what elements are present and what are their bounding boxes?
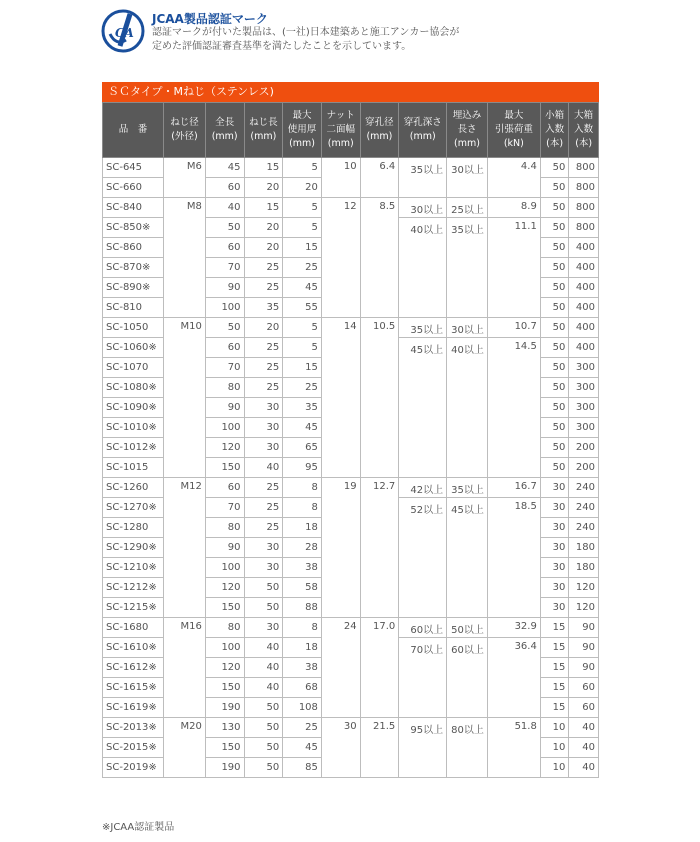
large-box-qty-cell: 90 [569,658,599,678]
column-header-line: 品 番 [118,124,148,135]
hole-depth-cell: 30以上 [399,198,447,218]
embed-length-cell: 30以上 [447,158,488,198]
total-length-cell: 130 [205,718,244,738]
total-length-cell: 120 [205,578,244,598]
small-box-qty-cell: 50 [540,298,569,318]
thread-length-cell: 25 [244,498,283,518]
large-box-qty-cell: 60 [569,698,599,718]
total-length-cell: 60 [205,238,244,258]
total-length-cell: 60 [205,178,244,198]
column-header-line: ねじ長 [249,117,278,128]
large-box-qty-cell: 240 [569,518,599,538]
total-length-cell: 60 [205,338,244,358]
max-thickness-cell: 8 [283,478,322,498]
thread-length-cell: 30 [244,418,283,438]
small-box-qty-cell: 50 [540,398,569,418]
column-header-line: 使用厚 [287,124,317,135]
nut-width-cell: 14 [321,318,360,478]
total-length-cell: 150 [205,458,244,478]
max-thickness-cell: 38 [283,558,322,578]
max-thickness-cell: 58 [283,578,322,598]
large-box-qty-cell: 300 [569,358,599,378]
max-load-cell: 36.4 [487,638,540,718]
product-code-cell: SC-1070 [103,358,164,378]
hole-diameter-cell: 17.0 [360,618,399,718]
small-box-qty-cell: 50 [540,438,569,458]
product-code-cell: SC-870※ [103,258,164,278]
thread-length-cell: 25 [244,378,283,398]
hole-depth-cell: 52以上 [399,498,447,618]
large-box-qty-cell: 800 [569,158,599,178]
max-load-cell: 14.5 [487,338,540,478]
max-thickness-cell: 18 [283,518,322,538]
large-box-qty-cell: 180 [569,538,599,558]
product-code-cell: SC-1060※ [103,338,164,358]
thread-length-cell: 50 [244,698,283,718]
product-code-cell: SC-810 [103,298,164,318]
column-header [283,103,322,158]
hole-depth-cell: 60以上 [399,618,447,638]
table-row [103,158,599,178]
total-length-cell: 150 [205,678,244,698]
product-spec-table [102,102,599,778]
hole-diameter-cell: 12.7 [360,478,399,618]
total-length-cell: 90 [205,398,244,418]
large-box-qty-cell: 400 [569,318,599,338]
product-code-cell: SC-1680 [103,618,164,638]
column-header-line: 最大 [292,110,312,121]
max-thickness-cell: 20 [283,178,322,198]
max-load-cell: 32.9 [487,618,540,638]
column-header-line: 埋込み [452,110,482,121]
total-length-cell: 120 [205,438,244,458]
product-code-cell: SC-1612※ [103,658,164,678]
thread-length-cell: 50 [244,578,283,598]
max-thickness-cell: 68 [283,678,322,698]
column-header-line: (mm) [289,138,316,149]
max-load-cell: 51.8 [487,718,540,778]
column-header-line: (mm) [454,138,480,149]
column-header-line: 引張荷重 [494,124,533,135]
thread-length-cell: 25 [244,258,283,278]
max-thickness-cell: 15 [283,238,322,258]
small-box-qty-cell: 50 [540,258,569,278]
total-length-cell: 45 [205,158,244,178]
max-thickness-cell: 38 [283,658,322,678]
thread-length-cell: 50 [244,718,283,738]
total-length-cell: 100 [205,638,244,658]
large-box-qty-cell: 240 [569,478,599,498]
total-length-cell: 100 [205,418,244,438]
column-header-line: 入数 [574,124,594,135]
small-box-qty-cell: 50 [540,358,569,378]
total-length-cell: 150 [205,598,244,618]
table-row [103,318,599,338]
column-header [447,103,488,158]
max-thickness-cell: 15 [283,358,322,378]
large-box-qty-cell: 400 [569,278,599,298]
column-header-line: 穿孔径 [365,117,394,128]
column-header-line: (mm) [211,131,238,142]
table-row [103,618,599,638]
large-box-qty-cell: 60 [569,678,599,698]
max-thickness-cell: 45 [283,278,322,298]
product-code-cell: SC-1210※ [103,558,164,578]
thread-length-cell: 35 [244,298,283,318]
small-box-qty-cell: 50 [540,418,569,438]
hole-depth-cell: 42以上 [399,478,447,498]
thread-length-cell: 40 [244,638,283,658]
hole-depth-cell: 35以上 [399,158,447,198]
hole-depth-cell: 35以上 [399,318,447,338]
certification-section [100,8,660,68]
max-thickness-cell: 5 [283,318,322,338]
table-row [103,478,599,498]
column-header-line: (kN) [503,138,524,149]
column-header-line: (mm) [327,138,354,149]
product-code-cell: SC-1615※ [103,678,164,698]
max-thickness-cell: 18 [283,638,322,658]
column-header [103,103,164,158]
thread-length-cell: 20 [244,318,283,338]
product-code-cell: SC-1280 [103,518,164,538]
product-code-cell: SC-890※ [103,278,164,298]
total-length-cell: 70 [205,358,244,378]
thread-size-cell: M12 [164,478,206,618]
column-header-line: 入数 [545,124,565,135]
column-header-line: ねじ径 [170,117,199,128]
embed-length-cell: 30以上 [447,318,488,338]
product-code-cell: SC-1080※ [103,378,164,398]
thread-size-cell: M16 [164,618,206,718]
column-header [487,103,540,158]
large-box-qty-cell: 40 [569,738,599,758]
thread-length-cell: 30 [244,558,283,578]
nut-width-cell: 30 [321,718,360,778]
small-box-qty-cell: 10 [540,738,569,758]
small-box-qty-cell: 15 [540,678,569,698]
column-header-line: 穿孔深さ [403,117,442,128]
thread-length-cell: 25 [244,478,283,498]
product-code-cell: SC-850※ [103,218,164,238]
thread-size-cell: M20 [164,718,206,778]
small-box-qty-cell: 10 [540,758,569,778]
product-code-cell: SC-2015※ [103,738,164,758]
total-length-cell: 120 [205,658,244,678]
certification-title: JCAA製品認証マーク [152,12,268,26]
thread-length-cell: 50 [244,598,283,618]
large-box-qty-cell: 240 [569,498,599,518]
product-code-cell: SC-660 [103,178,164,198]
product-code-cell: SC-1619※ [103,698,164,718]
max-thickness-cell: 95 [283,458,322,478]
thread-length-cell: 30 [244,398,283,418]
small-box-qty-cell: 50 [540,458,569,478]
thread-length-cell: 30 [244,618,283,638]
total-length-cell: 90 [205,278,244,298]
table-row [103,718,599,738]
small-box-qty-cell: 50 [540,278,569,298]
thread-length-cell: 40 [244,678,283,698]
small-box-qty-cell: 15 [540,638,569,658]
large-box-qty-cell: 40 [569,758,599,778]
max-thickness-cell: 45 [283,418,322,438]
embed-length-cell: 25以上 [447,198,488,218]
thread-length-cell: 40 [244,458,283,478]
small-box-qty-cell: 30 [540,518,569,538]
max-thickness-cell: 5 [283,198,322,218]
hole-diameter-cell: 6.4 [360,158,399,198]
column-header [569,103,599,158]
total-length-cell: 80 [205,378,244,398]
total-length-cell: 40 [205,198,244,218]
small-box-qty-cell: 30 [540,558,569,578]
product-code-cell: SC-1010※ [103,418,164,438]
product-code-cell: SC-1290※ [103,538,164,558]
max-load-cell: 11.1 [487,218,540,318]
certification-description [152,26,582,54]
embed-length-cell: 50以上 [447,618,488,638]
large-box-qty-cell: 120 [569,598,599,618]
column-header [205,103,244,158]
total-length-cell: 80 [205,618,244,638]
small-box-qty-cell: 50 [540,158,569,178]
large-box-qty-cell: 800 [569,178,599,198]
embed-length-cell: 35以上 [447,478,488,498]
jcaa-logo-icon [100,8,146,54]
large-box-qty-cell: 300 [569,378,599,398]
column-header-line: (mm) [250,131,277,142]
max-thickness-cell: 5 [283,158,322,178]
max-thickness-cell: 108 [283,698,322,718]
max-thickness-cell: 88 [283,598,322,618]
total-length-cell: 50 [205,318,244,338]
nut-width-cell: 19 [321,478,360,618]
product-type-banner: ＳＣタイプ・Mねじ（ステンレス) [102,82,599,102]
thread-length-cell: 30 [244,438,283,458]
thread-length-cell: 25 [244,518,283,538]
thread-length-cell: 50 [244,738,283,758]
table-row [103,198,599,218]
thread-length-cell: 40 [244,658,283,678]
total-length-cell: 60 [205,478,244,498]
thread-length-cell: 25 [244,358,283,378]
max-thickness-cell: 25 [283,258,322,278]
total-length-cell: 100 [205,558,244,578]
small-box-qty-cell: 50 [540,378,569,398]
column-header-line: 小箱 [545,110,565,121]
max-load-cell: 4.4 [487,158,540,198]
large-box-qty-cell: 200 [569,458,599,478]
total-length-cell: 70 [205,258,244,278]
max-thickness-cell: 85 [283,758,322,778]
small-box-qty-cell: 30 [540,478,569,498]
large-box-qty-cell: 400 [569,298,599,318]
table-header-row [103,103,599,158]
thread-size-cell: M8 [164,198,206,318]
small-box-qty-cell: 50 [540,218,569,238]
column-header-line: (mm) [409,131,436,142]
thread-length-cell: 20 [244,218,283,238]
hole-depth-cell: 40以上 [399,218,447,318]
embed-length-cell: 40以上 [447,338,488,478]
max-thickness-cell: 25 [283,378,322,398]
product-code-cell: SC-2013※ [103,718,164,738]
small-box-qty-cell: 15 [540,658,569,678]
hole-depth-cell: 45以上 [399,338,447,478]
total-length-cell: 80 [205,518,244,538]
max-load-cell: 8.9 [487,198,540,218]
thread-size-cell: M6 [164,158,206,198]
thread-size-cell: M10 [164,318,206,478]
large-box-qty-cell: 400 [569,338,599,358]
thread-length-cell: 50 [244,758,283,778]
large-box-qty-cell: 300 [569,398,599,418]
product-code-cell: SC-1610※ [103,638,164,658]
max-thickness-cell: 5 [283,218,322,238]
column-header-line: 全長 [215,117,235,128]
nut-width-cell: 12 [321,198,360,318]
max-thickness-cell: 65 [283,438,322,458]
large-box-qty-cell: 120 [569,578,599,598]
column-header-line: 大箱 [574,110,594,121]
max-thickness-cell: 55 [283,298,322,318]
svg-text:CA: CA [115,26,134,40]
large-box-qty-cell: 40 [569,718,599,738]
product-code-cell: SC-1212※ [103,578,164,598]
column-header-line: ナット [326,110,355,121]
small-box-qty-cell: 30 [540,538,569,558]
max-thickness-cell: 8 [283,498,322,518]
hole-depth-cell: 70以上 [399,638,447,718]
large-box-qty-cell: 180 [569,558,599,578]
small-box-qty-cell: 50 [540,238,569,258]
max-thickness-cell: 28 [283,538,322,558]
small-box-qty-cell: 50 [540,338,569,358]
large-box-qty-cell: 800 [569,218,599,238]
thread-length-cell: 15 [244,158,283,178]
column-header-line: (本) [546,138,564,149]
thread-length-cell: 25 [244,278,283,298]
large-box-qty-cell: 400 [569,238,599,258]
product-code-cell: SC-1090※ [103,398,164,418]
column-header [244,103,283,158]
max-load-cell: 10.7 [487,318,540,338]
hole-diameter-cell: 21.5 [360,718,399,778]
footnote: ※JCAA認証製品 [102,822,175,833]
total-length-cell: 90 [205,538,244,558]
thread-length-cell: 25 [244,338,283,358]
large-box-qty-cell: 90 [569,638,599,658]
product-code-cell: SC-1215※ [103,598,164,618]
large-box-qty-cell: 300 [569,418,599,438]
embed-length-cell: 60以上 [447,638,488,718]
small-box-qty-cell: 50 [540,198,569,218]
max-thickness-cell: 45 [283,738,322,758]
column-header-line: 二面幅 [326,124,355,135]
column-header-line: (本) [575,138,593,149]
embed-length-cell: 80以上 [447,718,488,778]
small-box-qty-cell: 15 [540,618,569,638]
column-header-line: (外径) [171,131,198,142]
column-header [321,103,360,158]
total-length-cell: 100 [205,298,244,318]
hole-diameter-cell: 10.5 [360,318,399,478]
thread-length-cell: 20 [244,238,283,258]
product-code-cell: SC-2019※ [103,758,164,778]
total-length-cell: 70 [205,498,244,518]
thread-length-cell: 15 [244,198,283,218]
max-thickness-cell: 25 [283,718,322,738]
product-code-cell: SC-1015 [103,458,164,478]
column-header [399,103,447,158]
thread-length-cell: 30 [244,538,283,558]
small-box-qty-cell: 50 [540,318,569,338]
column-header [540,103,569,158]
total-length-cell: 190 [205,698,244,718]
large-box-qty-cell: 90 [569,618,599,638]
small-box-qty-cell: 30 [540,498,569,518]
small-box-qty-cell: 10 [540,718,569,738]
hole-diameter-cell: 8.5 [360,198,399,318]
nut-width-cell: 24 [321,618,360,718]
product-code-cell: SC-860 [103,238,164,258]
max-thickness-cell: 5 [283,338,322,358]
small-box-qty-cell: 50 [540,178,569,198]
total-length-cell: 150 [205,738,244,758]
product-code-cell: SC-1012※ [103,438,164,458]
max-load-cell: 18.5 [487,498,540,618]
small-box-qty-cell: 15 [540,698,569,718]
large-box-qty-cell: 800 [569,198,599,218]
total-length-cell: 50 [205,218,244,238]
max-load-cell: 16.7 [487,478,540,498]
large-box-qty-cell: 400 [569,258,599,278]
small-box-qty-cell: 30 [540,598,569,618]
nut-width-cell: 10 [321,158,360,198]
max-thickness-cell: 8 [283,618,322,638]
embed-length-cell: 45以上 [447,498,488,618]
description-line-2: 定めた評価認証審査基準を満たしたことを示しています。 [152,41,412,52]
thread-length-cell: 20 [244,178,283,198]
product-code-cell: SC-840 [103,198,164,218]
hole-depth-cell: 95以上 [399,718,447,778]
product-code-cell: SC-645 [103,158,164,178]
column-header-line: (mm) [366,131,393,142]
large-box-qty-cell: 200 [569,438,599,458]
column-header [360,103,399,158]
total-length-cell: 190 [205,758,244,778]
table-body [103,158,599,778]
embed-length-cell: 35以上 [447,218,488,318]
product-code-cell: SC-1270※ [103,498,164,518]
column-header-line: 長さ [457,124,477,135]
column-header [164,103,206,158]
product-code-cell: SC-1260 [103,478,164,498]
max-thickness-cell: 35 [283,398,322,418]
small-box-qty-cell: 30 [540,578,569,598]
column-header-line: 最大 [504,110,524,121]
product-code-cell: SC-1050 [103,318,164,338]
description-line-1: 認証マークが付いた製品は、(一社)日本建築あと施工アンカー協会が [152,27,460,38]
